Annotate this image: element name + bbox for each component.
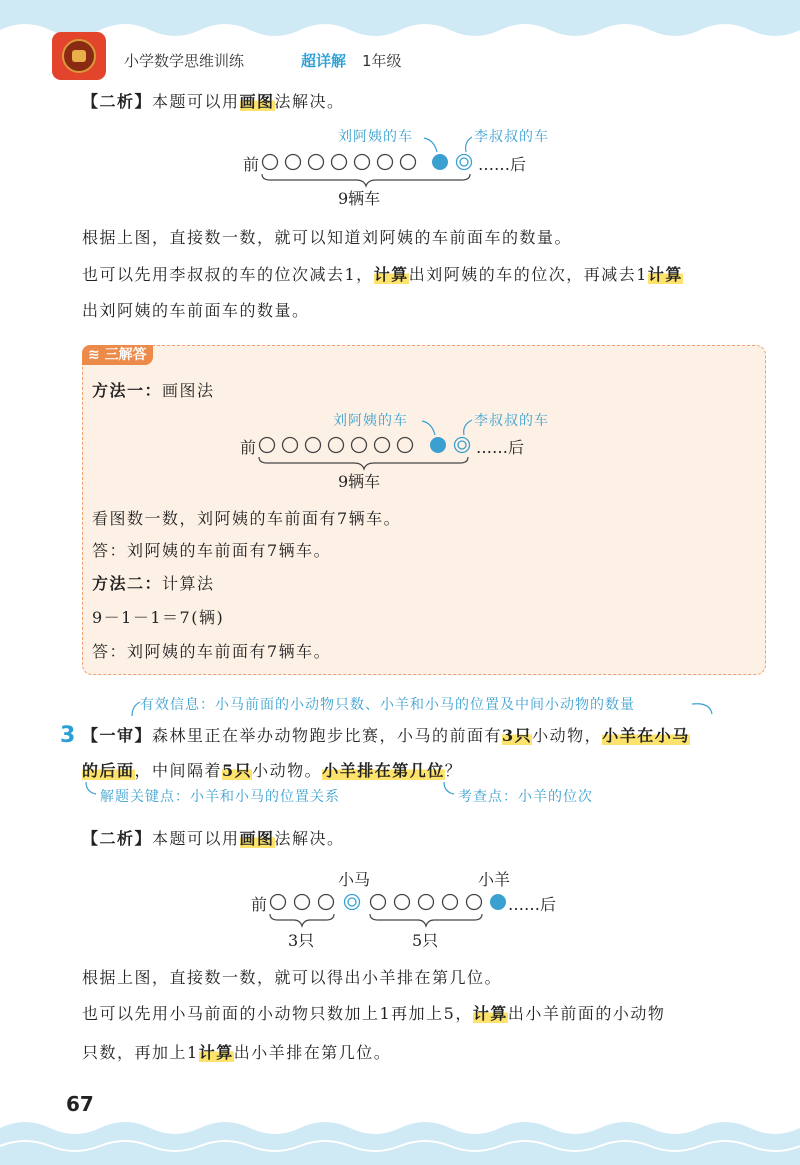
- analysis-tag: 【二析】: [82, 92, 153, 111]
- count-5: 5只: [412, 931, 439, 950]
- highlight-5: 5只: [222, 761, 253, 780]
- animal-circle: [371, 895, 386, 910]
- note-exam-point: 考查点：小羊的位次: [458, 789, 593, 805]
- highlight-3: 3只: [502, 726, 533, 745]
- note-effective-info: 有效信息：小马前面的小动物只数、小羊和小马的位置及中间小动物的数量: [140, 697, 635, 713]
- back-label: ……后: [478, 155, 527, 174]
- note-key-point: 解题关键点：小羊和小马的位置关系: [100, 789, 340, 805]
- paragraph-1: 根据上图，直接数一数，就可以知道刘阿姨的车前面车的数量。: [82, 228, 573, 247]
- label-liu-car-2: 刘阿姨的车: [333, 413, 408, 429]
- label-horse: 小马: [338, 870, 371, 889]
- animal-circle: [467, 895, 482, 910]
- paragraph-3-2: [82, 1003, 665, 1025]
- label-li-car: 李叔叔的车: [474, 129, 549, 145]
- paragraph-3-1: 根据上图，直接数一数，就可以得出小羊排在第几位。: [82, 968, 503, 987]
- p3-text-a: 森林里正在举办动物跑步比赛，小马的前面有: [152, 726, 503, 745]
- highlight-calc-2: 计算: [647, 265, 683, 284]
- p2-text-a: 也可以先用李叔叔的车的位次减去1，: [82, 265, 374, 284]
- grade-label: 1年级: [362, 52, 402, 70]
- review-tag: 【一审】: [82, 726, 153, 745]
- highlight-behind: 的后面: [82, 761, 135, 780]
- answer-label: ≋ 三解答: [82, 345, 153, 365]
- front-label-2: 前: [240, 438, 257, 457]
- book-title: 小学数学思维训练: [124, 52, 245, 70]
- method1-name: 画图法: [162, 381, 215, 400]
- label-liu-car: 刘阿姨的车: [338, 129, 413, 145]
- analysis-tag-3: 【二析】: [82, 829, 153, 848]
- problem-number: 3: [60, 723, 76, 748]
- analysis-text-3-end: 法解决。: [274, 829, 345, 848]
- highlight-drawing-3: 画图: [239, 829, 275, 848]
- answer-line-2: 答：刘阿姨的车前面有7辆车。: [92, 541, 332, 560]
- analysis-text-3: 本题可以用: [152, 829, 240, 848]
- p3-text-b: 小动物，: [532, 726, 603, 745]
- front-label: 前: [243, 155, 260, 174]
- answer-line-1: 看图数一数，刘阿姨的车前面有7辆车。: [92, 509, 402, 528]
- animal-circle: [271, 895, 286, 910]
- car-count: 9辆车: [338, 189, 381, 208]
- car-count-2: 9辆车: [338, 472, 381, 491]
- front-label-3: 前: [251, 895, 268, 914]
- sheep-circle: [490, 894, 506, 910]
- method2-tag: 方法二：: [92, 574, 163, 593]
- highlight-sheep-after: 小羊在小马: [602, 726, 690, 745]
- highlight-calc: 计算: [373, 265, 409, 284]
- book-subtitle: 超详解: [301, 52, 347, 70]
- animal-circle: [395, 895, 410, 910]
- paragraph-3-3: [82, 1042, 391, 1064]
- count-3: 3只: [288, 931, 315, 950]
- p3-text-d: 小动物。: [252, 761, 323, 780]
- animal-circle: [295, 895, 310, 910]
- analysis-text: 本题可以用: [152, 92, 240, 111]
- paragraph-3: 出刘阿姨的车前面车的数量。: [82, 301, 310, 320]
- bottom-wave-band: [0, 1118, 800, 1165]
- horse-circle: [345, 895, 360, 910]
- answer-line-3: 答：刘阿姨的车前面有7辆车。: [92, 642, 332, 661]
- label-li-car-2: 李叔叔的车: [474, 413, 549, 429]
- back-label-2: ……后: [476, 438, 525, 457]
- p3-2-text-a: 也可以先用小马前面的小动物只数加上1再加上5，: [82, 1004, 473, 1023]
- label-sheep: 小羊: [478, 870, 511, 889]
- calc-line: 9－1－1＝7(辆): [92, 608, 225, 627]
- p3-text-c: ，中间隔着: [134, 761, 223, 780]
- animal-circle: [443, 895, 458, 910]
- method1-tag: 方法一：: [92, 381, 163, 400]
- brace-3: [270, 914, 334, 926]
- highlight-calc-4: 计算: [198, 1043, 234, 1062]
- p3-3-text-a: 只数，再加上1: [82, 1043, 199, 1062]
- brace-5: [370, 914, 482, 926]
- animal-circle: [319, 895, 334, 910]
- p2-text-b: 出刘阿姨的车的位次，再减去1: [408, 265, 648, 284]
- highlight-drawing: 画图: [239, 92, 275, 111]
- back-label-3: ……后: [508, 895, 557, 914]
- p3-2-text-b: 出小羊前面的小动物: [507, 1004, 666, 1023]
- highlight-calc-3: 计算: [472, 1004, 508, 1023]
- method2-name: 计算法: [162, 574, 215, 593]
- p3-3-text-b: 出小羊排在第几位。: [233, 1043, 392, 1062]
- analysis-text-end: 法解决。: [274, 92, 345, 111]
- p3-text-e: ？: [444, 761, 463, 780]
- page-number: 67: [66, 1092, 94, 1116]
- animal-circle: [419, 895, 434, 910]
- highlight-question: 小羊排在第几位: [322, 761, 445, 780]
